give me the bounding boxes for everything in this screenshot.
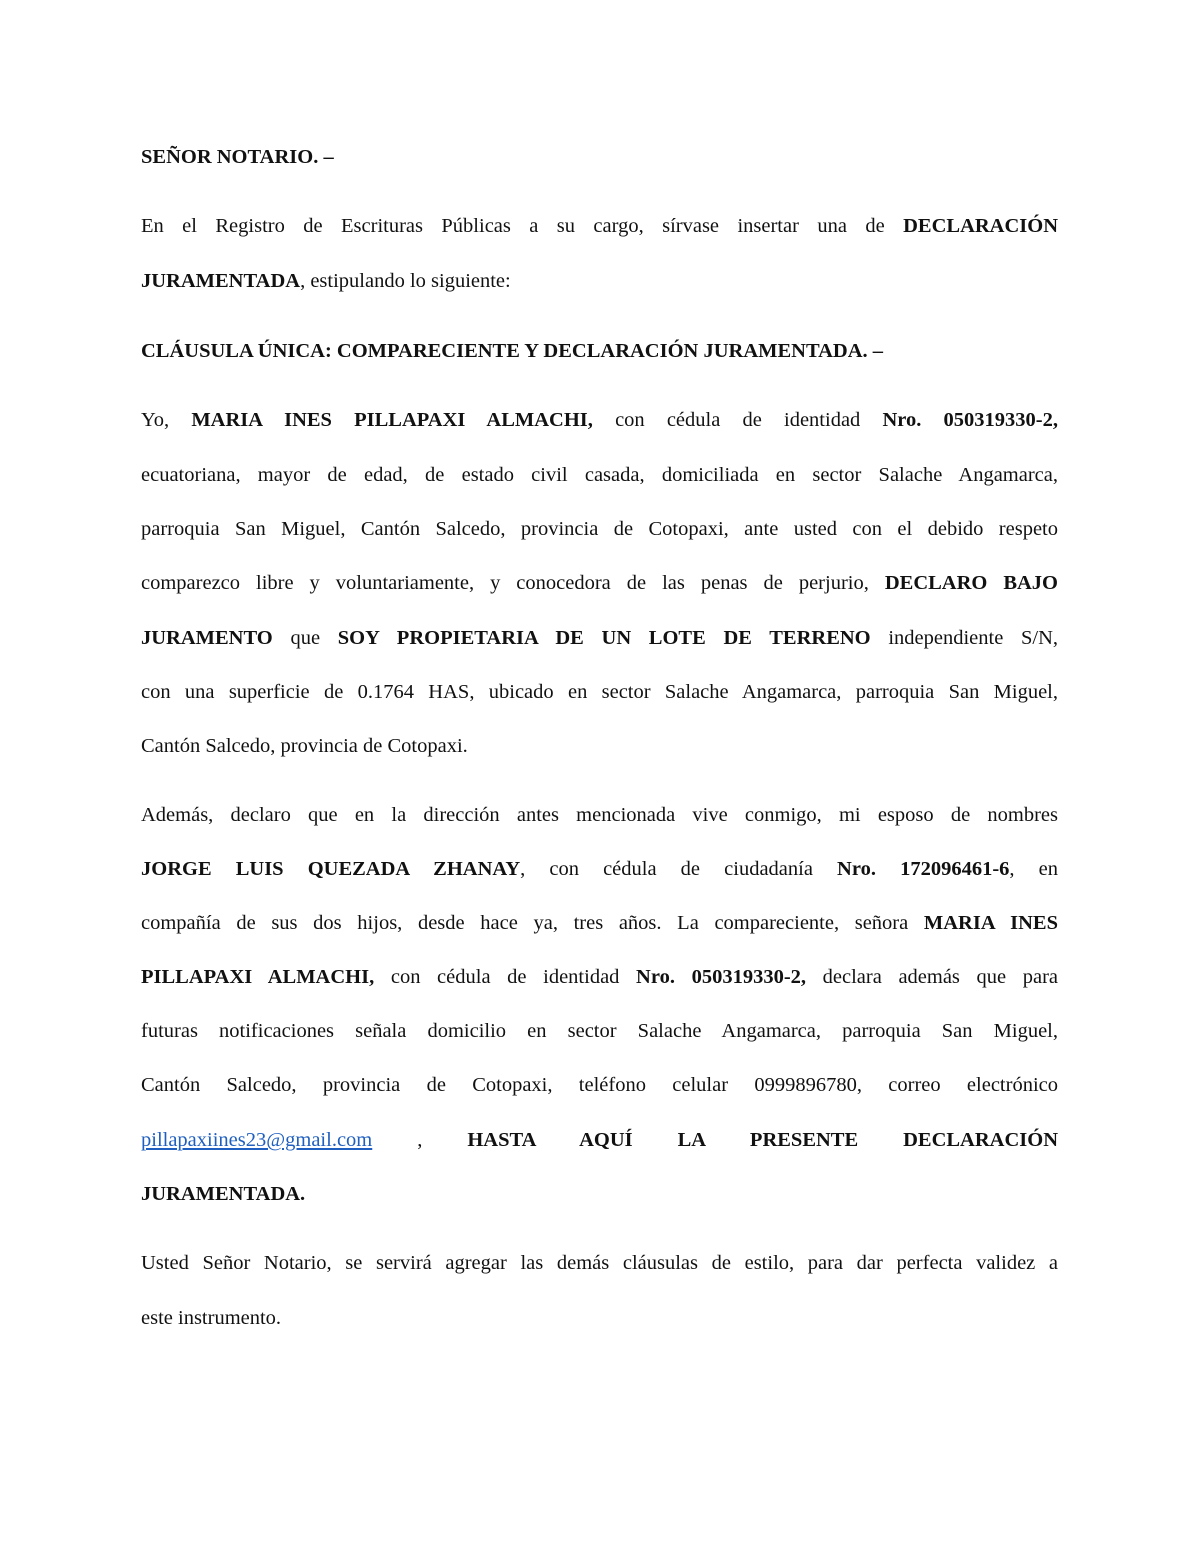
paragraph-3-line-5: futuras notificaciones señala domicilio en sector Salache Angamarca, parroquia San Miguel, [141,1020,1058,1042]
bold-text: Nro. 172096461-6 [837,858,1010,880]
email-link[interactable]: pillapaxiines23@gmail.com [141,1129,373,1151]
text: Yo, [141,409,170,431]
bold-text: HASTA AQUÍ LA PRESENTE DECLARACIÓN [467,1129,1059,1151]
paragraph-3-line-3 [141,909,1058,937]
bold-text: JURAMENTADA [141,270,301,292]
text: En el Registro de Escrituras Públicas a su cargo, sírvase insertar una de [141,215,885,237]
bold-text: DECLARACIÓN [903,215,1059,237]
paragraph-2-line-6: con una superficie de 0.1764 HAS, ubicado en sector Salache Angamarca, parroquia San Miguel, [141,681,1058,703]
text: , [417,1129,423,1151]
paragraph-2-line-1 [141,406,1058,434]
text: , con cédula de ciudadanía [520,858,813,880]
text: , estipulando lo siguiente: [300,270,511,292]
document-heading: SEÑOR NOTARIO. – [141,146,334,168]
paragraph-1-line-1 [141,212,1058,240]
paragraph-3-line-6: Cantón Salcedo, provincia de Cotopaxi, teléfono celular 0999896780, correo electrónico [141,1074,1058,1096]
text: independiente S/N, [888,627,1059,649]
paragraph-2-line-7: Cantón Salcedo, provincia de Cotopaxi. [141,735,468,757]
text: , en [1009,858,1058,880]
bold-text: Nro. 050319330-2, [882,409,1058,431]
paragraph-2-line-4 [141,569,1058,597]
bold-text: PILLAPAXI ALMACHI, [141,966,375,988]
paragraph-2-line-2: ecuatoriana, mayor de edad, de estado civil casada, domiciliada en sector Salache Angamarca, [141,464,1058,486]
text: comparezco libre y voluntariamente, y conocedora de las penas de perjurio, [141,572,869,594]
paragraph-1-line-2 [141,267,1058,295]
paragraph-3-line-1: Además, declaro que en la dirección antes mencionada vive conmigo, mi esposo de nombres [141,804,1058,826]
bold-text: Nro. 050319330-2, [636,966,807,988]
text: declara además que para [822,966,1059,988]
paragraph-3-line-4 [141,963,1058,991]
text: compañía de sus dos hijos, desde hace ya, tres años. La compareciente, señora [141,912,909,934]
text: con cédula de identidad [615,409,861,431]
bold-text: JURAMENTO [141,627,273,649]
bold-text: DECLARO BAJO [884,572,1059,594]
paragraph-2-line-5 [141,624,1058,652]
bold-text: JORGE LUIS QUEZADA ZHANAY [141,858,521,880]
paragraph-3-line-8: JURAMENTADA. [141,1183,306,1205]
text: que [290,627,321,649]
paragraph-4-line-2: este instrumento. [141,1307,282,1329]
bold-text: MARIA INES PILLAPAXI ALMACHI, [191,409,593,431]
clause-title: CLÁUSULA ÚNICA: COMPARECIENTE Y DECLARACIÓN JURAMENTADA. – [141,340,884,362]
paragraph-3-line-2 [141,855,1058,883]
paragraph-2-line-3: parroquia San Miguel, Cantón Salcedo, provincia de Cotopaxi, ante usted con el debido respeto [141,518,1058,540]
paragraph-4-line-1: Usted Señor Notario, se servirá agregar las demás cláusulas de estilo, para dar perfecta validez a [141,1252,1058,1274]
bold-text: MARIA INES [923,912,1059,934]
bold-text: SOY PROPIETARIA DE UN LOTE DE TERRENO [337,627,871,649]
text: con cédula de identidad [390,966,620,988]
paragraph-3-line-7 [141,1126,1058,1154]
